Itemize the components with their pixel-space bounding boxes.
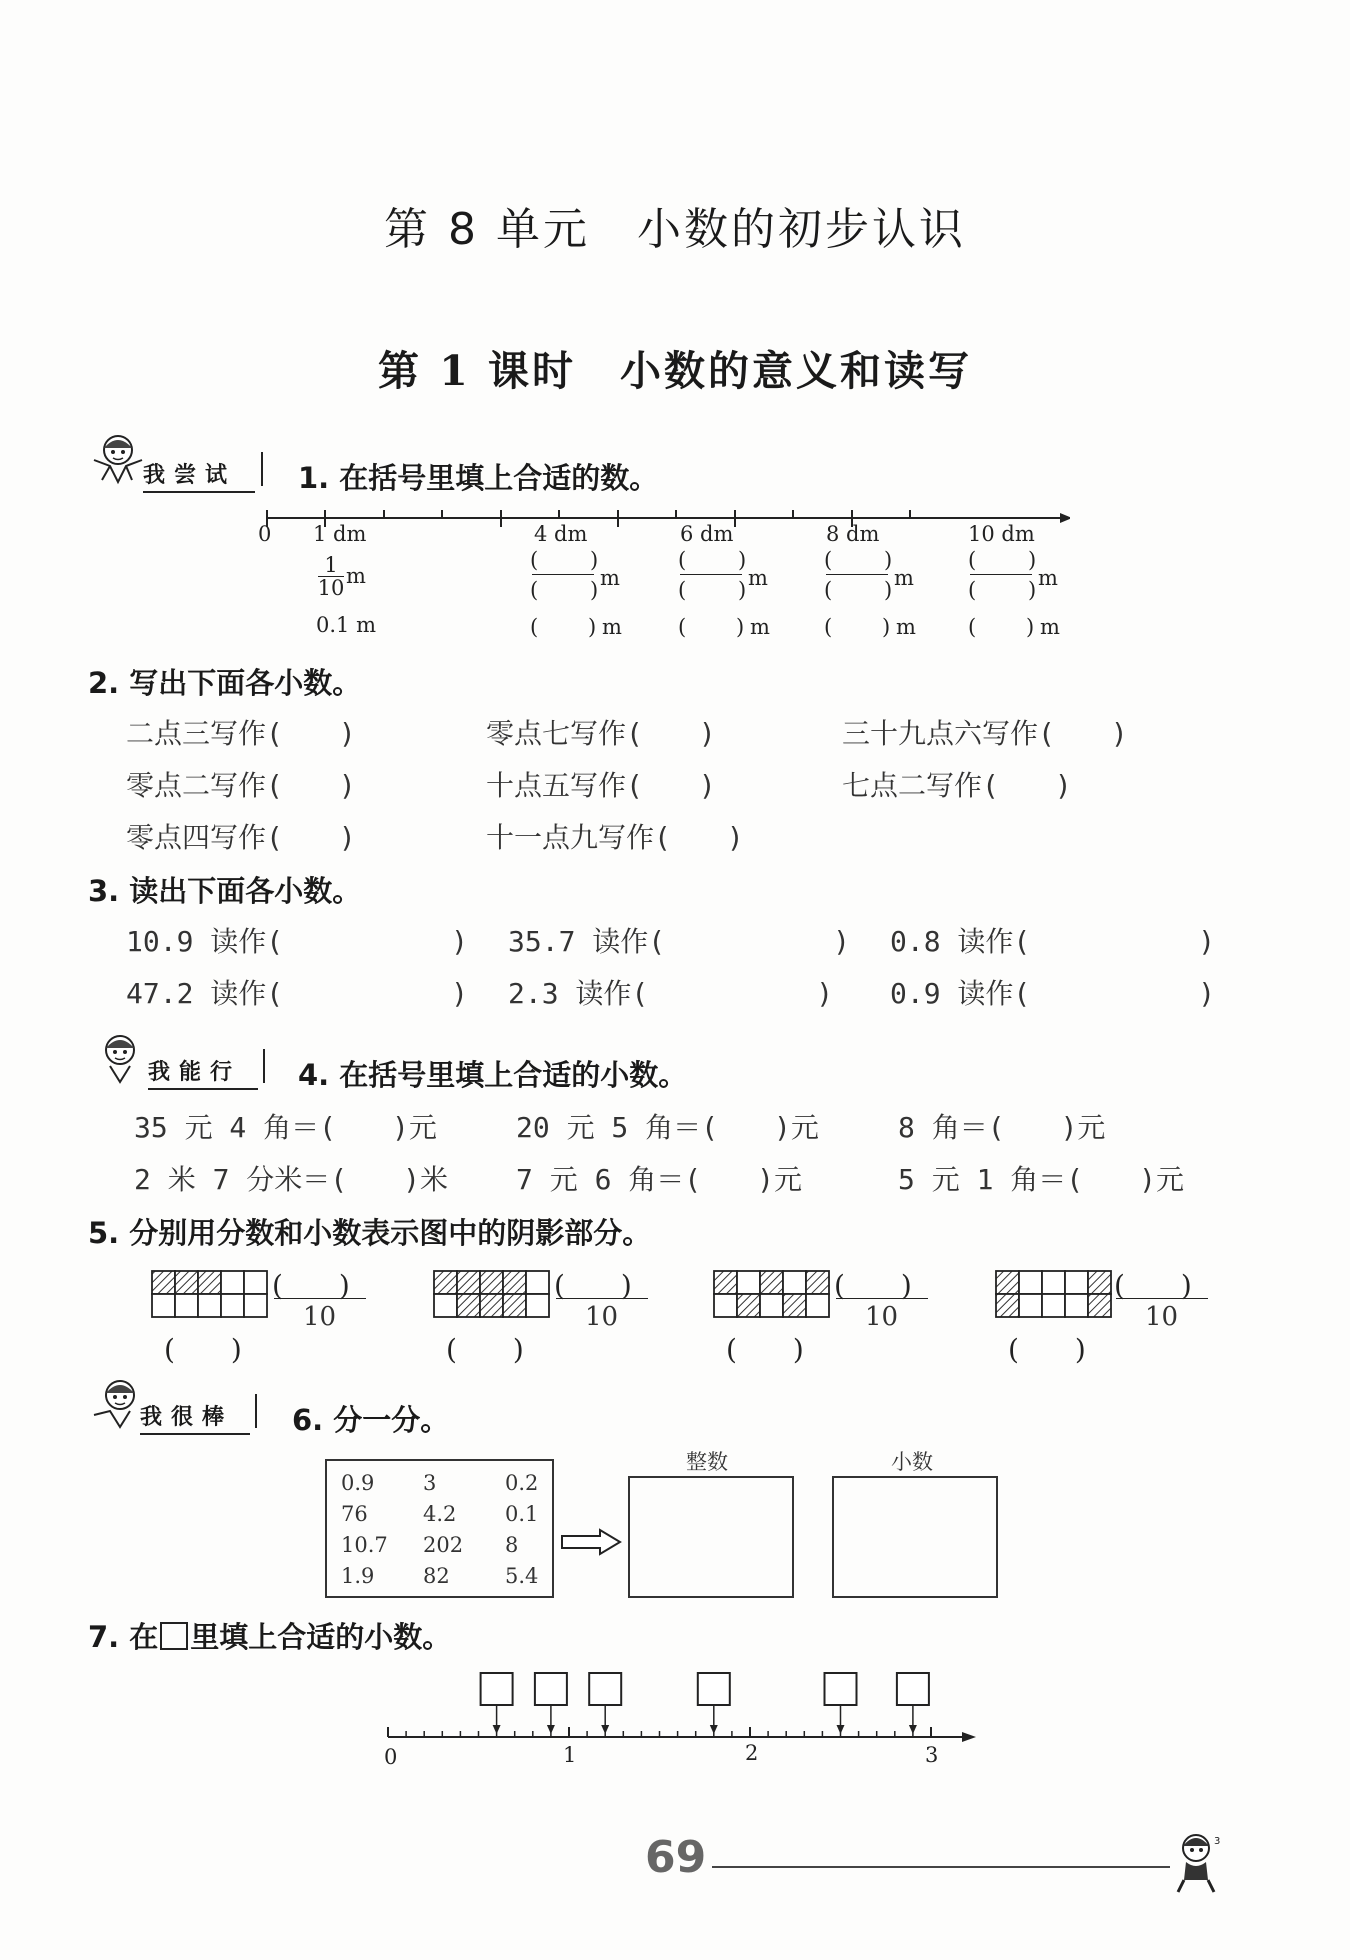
q5-decimal-answer[interactable]: ( ): [1008, 1333, 1086, 1366]
square-box-icon: [160, 1622, 188, 1650]
q4-item[interactable]: 8 角＝( )元: [898, 1111, 1106, 1144]
q3-item[interactable]: 35.7 读作( ): [508, 925, 851, 958]
grid-cell: [737, 1271, 760, 1294]
axis-tick-label: 0: [384, 1745, 398, 1769]
q4-item[interactable]: 5 元 1 角＝( )元: [898, 1163, 1185, 1196]
q5-fraction-numerator[interactable]: ( ): [272, 1269, 350, 1302]
unit-m: m: [1038, 566, 1058, 590]
section-badge-try: 我尝试: [143, 458, 255, 493]
grid-cell: [244, 1294, 267, 1317]
grid-cell-shaded: [737, 1294, 760, 1317]
q5-denominator: 10: [1145, 1302, 1179, 1332]
worksheet-page: 第 8 单元 小数的初步认识 第 1 课时 小数的意义和读写 我尝试 1. 在括号里填上合适的数。 0 1 dm 4 dm 6 dm 8 dm 10 dm 1 10 m 0.1 m ( ) ( ) m ( ) ( ) m ( ) ( ) m ( ) ( ) m ( ) m ( ) m ( ) m ( ) m 2. 写出下面各小数。 二点三写作( ) 零点七写作( ) 三十九点六写作( ) 零点二写作( ) 十点五写作( ) 七点二写作( ) 零点四写作( ) 十一点九写作( ) 3. 读出下面各小数。 10.9 读作( ) 35.7 读作( ) 0.8 读作( ) 47.2 读作( ) 2.3 读作( ) 0.9 读作( ) 我能行 4. 在括号里填上合适的小数。 35 元 4 角＝( )元 20 元 5 角＝( )元 8 角＝( )元 2 米 7 分米＝( )米 7 元 6 角＝( )元 5 元 1 角＝( )元 5. 分别用分数和小数表示图中的阴影部分。 ( ) 10 ( ) ( ) 10 ( ) ( ) 10 ( ) ( ) 10 ( ) 我很棒 6. 分一分。 0.9 3 0.2 76 4.2 0.1 10.7 202 8 1.9 82 5.4 整数 小数 7. 在 里填上合适的小数。 0 1 2 3 69 3: [0, 0, 1350, 1960]
q5-denominator: 10: [585, 1302, 619, 1332]
grid-cell-shaded: [503, 1294, 526, 1317]
grid-cell: [1065, 1294, 1088, 1317]
grid-cell: [526, 1271, 549, 1294]
cartoon-girl-icon: [90, 1375, 146, 1431]
grid-cell: [175, 1294, 198, 1317]
grid-cell-shaded: [457, 1271, 480, 1294]
number-chip[interactable]: 3: [423, 1471, 437, 1495]
grid-cell: [1065, 1271, 1088, 1294]
grid-cell: [198, 1294, 221, 1317]
lesson-title: 第 1 课时 小数的意义和读写: [377, 347, 973, 395]
grid-cell-shaded: [996, 1294, 1019, 1317]
q5-fraction-numerator[interactable]: ( ): [834, 1269, 912, 1302]
ruler-label-8dm: 8 dm: [826, 522, 880, 546]
unit-m: m: [896, 615, 916, 639]
number-chip[interactable]: 0.9: [341, 1471, 375, 1495]
footer-rule: [712, 1866, 1170, 1868]
q3-item[interactable]: 2.3 读作( ): [508, 977, 834, 1010]
fraction-bar: [1116, 1298, 1208, 1299]
grid-cell: [221, 1294, 244, 1317]
q3-item[interactable]: 0.9 读作( ): [890, 977, 1216, 1010]
answer-square[interactable]: [825, 1673, 857, 1705]
section-badge-can: 我能行: [148, 1055, 258, 1090]
q2-item[interactable]: 二点三写作( ): [126, 717, 356, 750]
number-chip[interactable]: 202: [423, 1533, 464, 1557]
q2-item[interactable]: 零点四写作( ): [126, 821, 356, 854]
fraction-bar: [274, 1298, 366, 1299]
q7-title: [88, 1615, 451, 1656]
svg-text:3: 3: [1214, 1836, 1221, 1847]
q3-item[interactable]: 10.9 读作( ): [126, 925, 469, 958]
q5-denominator: 10: [303, 1302, 337, 1332]
grid-cell-shaded: [198, 1271, 221, 1294]
grid-cell: [1019, 1271, 1042, 1294]
q5-fraction-numerator[interactable]: ( ): [1114, 1269, 1192, 1302]
grid-cell-shaded: [714, 1271, 737, 1294]
q5-decimal-answer[interactable]: ( ): [726, 1333, 804, 1366]
ruler-label-0: 0: [258, 522, 272, 546]
answer-square[interactable]: [698, 1673, 730, 1705]
grid-cell: [434, 1294, 457, 1317]
answer-square[interactable]: [897, 1673, 929, 1705]
unit-m: m: [894, 566, 914, 590]
axis-arrowhead: [962, 1732, 976, 1742]
q5-denominator: 10: [865, 1302, 899, 1332]
q3-item[interactable]: 0.8 读作( ): [890, 925, 1216, 958]
paren-close: ): [588, 615, 597, 639]
q3-item[interactable]: 47.2 读作( ): [126, 977, 469, 1010]
grid-cell-shaded: [760, 1271, 783, 1294]
grid-cell-shaded: [1088, 1294, 1111, 1317]
grid-cell: [714, 1294, 737, 1317]
grid-cell: [244, 1271, 267, 1294]
number-chip[interactable]: 76: [341, 1502, 368, 1526]
number-chip[interactable]: 0.2: [505, 1471, 539, 1495]
grid-cell: [1019, 1294, 1042, 1317]
number-chip[interactable]: 4.2: [423, 1502, 457, 1526]
ruler-label-6dm: 6 dm: [680, 522, 734, 546]
integers-drop-box[interactable]: [628, 1476, 794, 1598]
grid-cell-shaded: [457, 1294, 480, 1317]
answer-decimal-10dm[interactable]: (: [968, 615, 977, 639]
number-chip[interactable]: 82: [423, 1564, 450, 1588]
pointer-arrowhead: [710, 1725, 718, 1734]
grid-cell: [1042, 1294, 1065, 1317]
grid-cell-shaded: [996, 1271, 1019, 1294]
grid-cell-shaded: [783, 1294, 806, 1317]
grid-cell-shaded: [1088, 1271, 1111, 1294]
number-chip[interactable]: 0.1: [505, 1502, 539, 1526]
paren-close: ): [882, 615, 891, 639]
q4-item[interactable]: 7 元 6 角＝( )元: [516, 1163, 803, 1196]
q7-title-suffix: 里填上合适的小数。: [190, 1620, 452, 1654]
paren-close: ): [1026, 615, 1035, 639]
decimals-drop-box[interactable]: [832, 1476, 998, 1598]
q5-fraction-numerator[interactable]: ( ): [554, 1269, 632, 1302]
fraction-bar: [836, 1298, 928, 1299]
answer-decimal-8dm[interactable]: (: [824, 615, 833, 639]
grid-cell: [152, 1294, 175, 1317]
q2-item[interactable]: 三十九点六写作( ): [842, 717, 1128, 750]
grid-cell-shaded: [503, 1271, 526, 1294]
right-arrow-icon: [560, 1528, 624, 1556]
grid-cell: [1042, 1271, 1065, 1294]
grid-cell: [783, 1271, 806, 1294]
ruler-label-10dm: 10 dm: [968, 522, 1035, 546]
q5-title: 5. 分别用分数和小数表示图中的阴影部分。: [88, 1216, 652, 1250]
q2-item[interactable]: 七点二写作( ): [842, 769, 1072, 802]
axis-tick-label: 1: [563, 1743, 577, 1767]
unit-title: 第 8 单元 小数的初步认识: [384, 204, 966, 255]
pointer-arrowhead: [909, 1725, 917, 1734]
pointer-arrowhead: [493, 1725, 501, 1734]
paren-close: ): [736, 615, 745, 639]
answer-square[interactable]: [481, 1673, 513, 1705]
number-chip[interactable]: 10.7: [341, 1533, 388, 1557]
grid-cell-shaded: [480, 1271, 503, 1294]
number-chip[interactable]: 1.9: [341, 1564, 375, 1588]
unit-m: m: [600, 566, 620, 590]
number-chip[interactable]: 8: [505, 1533, 519, 1557]
ruler-label-1dm: 1 dm: [313, 522, 367, 546]
grid-cell: [221, 1271, 244, 1294]
answer-decimal-6dm[interactable]: (: [678, 615, 687, 639]
q4-item[interactable]: 20 元 5 角＝( )元: [516, 1111, 819, 1144]
q2-title: 2. 写出下面各小数。: [88, 666, 362, 700]
badge-divider: [255, 1394, 257, 1428]
pointer-arrowhead: [601, 1725, 609, 1734]
decimals-box-label: 小数: [891, 1450, 933, 1474]
unit-m: m: [1040, 615, 1060, 639]
section-badge-great: 我很棒: [140, 1400, 250, 1435]
q4-title: 4. 在括号里填上合适的小数。: [298, 1058, 688, 1092]
pointer-arrowhead: [837, 1725, 845, 1734]
unit-m: m: [748, 566, 768, 590]
axis-tick-label: 3: [925, 1743, 939, 1767]
grid-cell-shaded: [480, 1294, 503, 1317]
q3-title: 3. 读出下面各小数。: [88, 874, 362, 908]
q6-title: 6. 分一分。: [292, 1403, 450, 1437]
q4-item[interactable]: 35 元 4 角＝( )元: [134, 1111, 437, 1144]
q2-item[interactable]: 十点五写作( ): [486, 769, 716, 802]
answer-decimal-4dm[interactable]: (: [530, 615, 539, 639]
grid-cell: [760, 1294, 783, 1317]
grid-cell: [526, 1294, 549, 1317]
q5-decimal-answer[interactable]: ( ): [446, 1333, 524, 1366]
example-unit-m: m: [346, 564, 366, 588]
number-chip[interactable]: 5.4: [505, 1564, 539, 1588]
mascot-icon: [1168, 1830, 1230, 1896]
q6-number-box: [325, 1459, 554, 1598]
grid-cell-shaded: [806, 1271, 829, 1294]
answer-square[interactable]: [535, 1673, 567, 1705]
example-decimal: 0.1 m: [316, 613, 376, 637]
fraction-bar: [556, 1298, 648, 1299]
integers-box-label: 整数: [686, 1450, 728, 1474]
axis-tick-label: 2: [745, 1741, 759, 1765]
q2-item[interactable]: 零点二写作( ): [126, 769, 356, 802]
q7-title-prefix: 7. 在: [88, 1620, 159, 1654]
grid-cell: [806, 1294, 829, 1317]
q1-title: 1. 在括号里填上合适的数。: [298, 461, 659, 495]
page-number: 69: [645, 1832, 707, 1883]
ruler-label-4dm: 4 dm: [534, 522, 588, 546]
q2-item[interactable]: 零点七写作( ): [486, 717, 716, 750]
q5-decimal-answer[interactable]: ( ): [164, 1333, 242, 1366]
unit-m: m: [602, 615, 622, 639]
q4-item[interactable]: 2 米 7 分米＝( )米: [134, 1163, 449, 1196]
fraction-denominator: 10: [317, 576, 345, 600]
grid-cell-shaded: [175, 1271, 198, 1294]
grid-cell-shaded: [434, 1271, 457, 1294]
fraction-numerator: 1: [324, 553, 338, 577]
grid-cell-shaded: [152, 1271, 175, 1294]
q2-item[interactable]: 十一点九写作( ): [486, 821, 744, 854]
q7-number-line: [370, 1655, 990, 1785]
unit-m: m: [750, 615, 770, 639]
answer-square[interactable]: [589, 1673, 621, 1705]
pointer-arrowhead: [547, 1725, 555, 1734]
